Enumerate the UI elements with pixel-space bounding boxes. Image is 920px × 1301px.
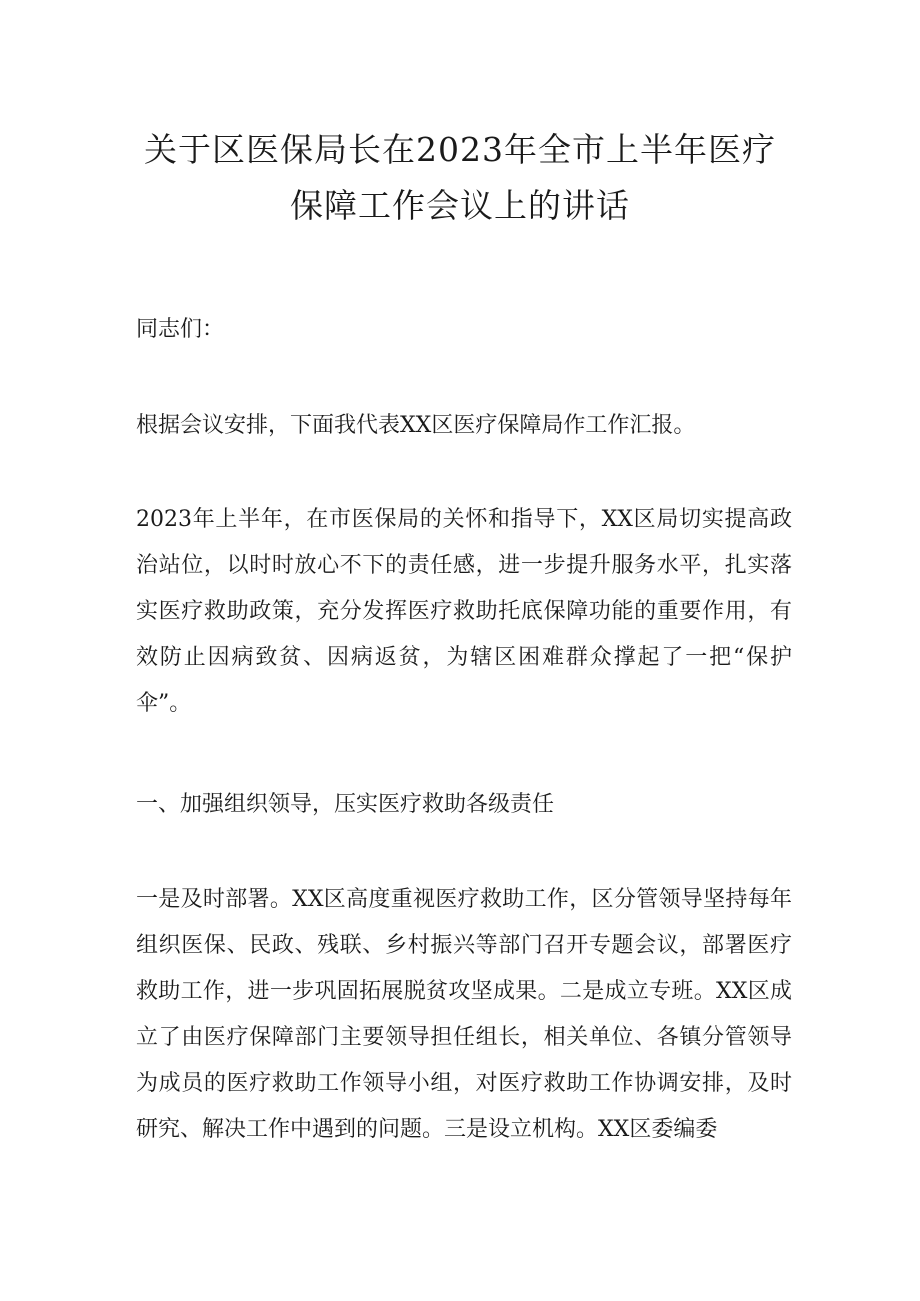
summary-paragraph: 2023年上半年，在市医保局的关怀和指导下，XX区局切实提高政治站位，以时时放心不下的责任感，进一步提升服务水平，扎实落实医疗救助政策，充分发挥医疗救助托底保障功能的重要作用，有效防止因病致贫、因病返贫，为辖区困难群众撑起了一把“保护伞”。: [136, 507, 792, 716]
document-title-line-1: 关于区医保局长在2023年全市上半年医疗: [144, 130, 776, 169]
intro-paragraph: 根据会议安排，下面我代表XX区医疗保障局作工作汇报。: [136, 413, 696, 438]
section-1-heading: 一、加强组织领导，压实医疗救助各级责任: [136, 792, 555, 817]
document-title-line-2: 保障工作会议上的讲话: [290, 186, 630, 225]
salutation: 同志们：: [136, 317, 225, 342]
section-1-body: 一是及时部署。XX区高度重视医疗救助工作，区分管领导坚持每年组织医保、民政、残联、乡村振兴等部门召开专题会议，部署医疗救助工作，进一步巩固拓展脱贫攻坚成果。二是成立专班。XX区成立了由医疗保障部门主要领导担任组长，相关单位、各镇分管领导为成员的医疗救助工作领导小组，对医疗救助工作协调安排，及时研究、解决工作中遇到的问题。三是设立机构。XX区委编委: [136, 887, 792, 1142]
